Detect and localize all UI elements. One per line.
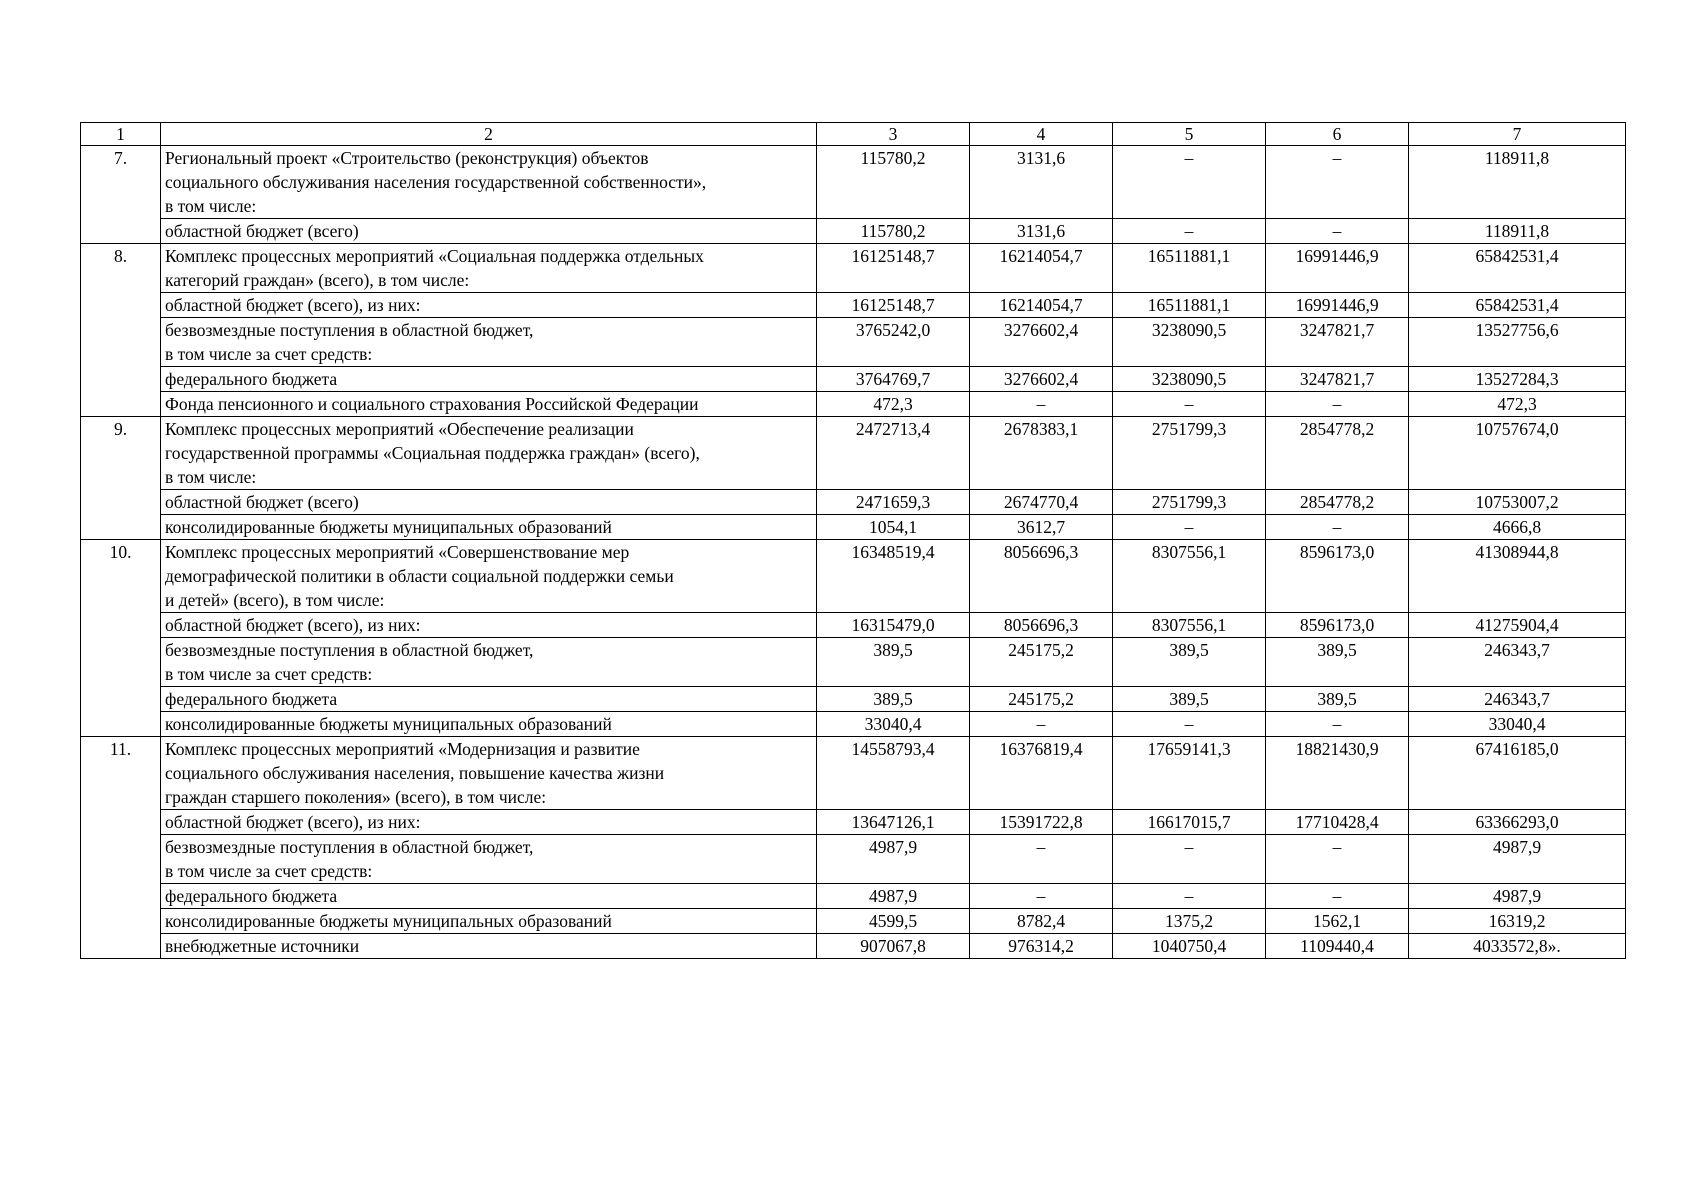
value-cell: 16214054,7 — [970, 244, 1113, 293]
value-cell: – — [1266, 219, 1409, 244]
value-cell: 16511881,1 — [1113, 244, 1266, 293]
row-description: консолидированные бюджеты муниципальных образований — [161, 909, 817, 934]
row-description: консолидированные бюджеты муниципальных образований — [161, 515, 817, 540]
value-cell: 16319,2 — [1409, 909, 1626, 934]
value-cell: 8056696,3 — [970, 613, 1113, 638]
value-cell: 3238090,5 — [1113, 367, 1266, 392]
value-cell: 67416185,0 — [1409, 737, 1626, 810]
value-cell: 4987,9 — [1409, 884, 1626, 909]
value-cell: 245175,2 — [970, 687, 1113, 712]
value-cell: 2751799,3 — [1113, 490, 1266, 515]
value-cell: – — [970, 835, 1113, 884]
value-cell: 15391722,8 — [970, 810, 1113, 835]
value-cell: 246343,7 — [1409, 687, 1626, 712]
value-cell: 8782,4 — [970, 909, 1113, 934]
row-description: федерального бюджета — [161, 687, 817, 712]
value-cell: – — [1113, 712, 1266, 737]
row-number: 7. — [81, 146, 161, 244]
value-cell: – — [1113, 392, 1266, 417]
row-number: 9. — [81, 417, 161, 540]
value-cell: 2472713,4 — [817, 417, 970, 490]
value-cell: 3247821,7 — [1266, 318, 1409, 367]
row-description: Фонда пенсионного и социального страхования Российской Федерации — [161, 392, 817, 417]
row-description: безвозмездные поступления в областной бюджет, в том числе за счет средств: — [161, 835, 817, 884]
value-cell: 3764769,7 — [817, 367, 970, 392]
table-row — [81, 490, 1626, 515]
value-cell: – — [1266, 835, 1409, 884]
value-cell: 8056696,3 — [970, 540, 1113, 613]
value-cell: 65842531,4 — [1409, 293, 1626, 318]
table-row — [81, 318, 1626, 367]
value-cell: 246343,7 — [1409, 638, 1626, 687]
value-cell: 907067,8 — [817, 934, 970, 959]
funding-table — [80, 122, 1626, 959]
value-cell: 4987,9 — [817, 884, 970, 909]
table-row — [81, 687, 1626, 712]
row-description: Комплекс процессных мероприятий «Социальная поддержка отдельных категорий граждан» (всего), в том числе: — [161, 244, 817, 293]
table-row — [81, 515, 1626, 540]
value-cell: – — [970, 884, 1113, 909]
row-description: Комплекс процессных мероприятий «Модернизация и развитие социального обслуживания населения, повышение качества жизни граждан старшего поколения» (всего), в том числе: — [161, 737, 817, 810]
table-row — [81, 293, 1626, 318]
value-cell: 118911,8 — [1409, 146, 1626, 219]
table-row — [81, 712, 1626, 737]
value-cell: 16991446,9 — [1266, 293, 1409, 318]
table-row — [81, 417, 1626, 490]
value-cell: 389,5 — [1113, 638, 1266, 687]
value-cell: 1109440,4 — [1266, 934, 1409, 959]
value-cell: 4987,9 — [817, 835, 970, 884]
value-cell: – — [970, 392, 1113, 417]
value-cell: – — [1113, 219, 1266, 244]
value-cell: 1054,1 — [817, 515, 970, 540]
value-cell: 16617015,7 — [1113, 810, 1266, 835]
value-cell: 2678383,1 — [970, 417, 1113, 490]
value-cell: 1375,2 — [1113, 909, 1266, 934]
row-number: 10. — [81, 540, 161, 737]
table-row — [81, 244, 1626, 293]
value-cell: 13527756,6 — [1409, 318, 1626, 367]
value-cell: 389,5 — [1266, 687, 1409, 712]
value-cell: 4666,8 — [1409, 515, 1626, 540]
value-cell: 17659141,3 — [1113, 737, 1266, 810]
table-row — [81, 638, 1626, 687]
value-cell: 472,3 — [1409, 392, 1626, 417]
value-cell: 17710428,4 — [1266, 810, 1409, 835]
value-cell: 4987,9 — [1409, 835, 1626, 884]
value-cell: 3276602,4 — [970, 318, 1113, 367]
value-cell: 18821430,9 — [1266, 737, 1409, 810]
value-cell: – — [1113, 146, 1266, 219]
header-cell: 1 — [81, 123, 161, 146]
table-row — [81, 367, 1626, 392]
value-cell: 8596173,0 — [1266, 613, 1409, 638]
value-cell: 65842531,4 — [1409, 244, 1626, 293]
header-cell: 4 — [970, 123, 1113, 146]
table-row — [81, 219, 1626, 244]
value-cell: 2854778,2 — [1266, 417, 1409, 490]
value-cell: 41308944,8 — [1409, 540, 1626, 613]
value-cell: 389,5 — [1266, 638, 1409, 687]
table-row — [81, 835, 1626, 884]
table-row — [81, 909, 1626, 934]
row-description: федерального бюджета — [161, 884, 817, 909]
value-cell: 976314,2 — [970, 934, 1113, 959]
row-number: 8. — [81, 244, 161, 417]
row-description: внебюджетные источники — [161, 934, 817, 959]
value-cell: 16991446,9 — [1266, 244, 1409, 293]
header-cell: 2 — [161, 123, 817, 146]
header-row — [81, 123, 1626, 146]
header-cell: 5 — [1113, 123, 1266, 146]
table-row — [81, 810, 1626, 835]
value-cell: 118911,8 — [1409, 219, 1626, 244]
value-cell: 3131,6 — [970, 146, 1113, 219]
value-cell: 16376819,4 — [970, 737, 1113, 810]
value-cell: 13647126,1 — [817, 810, 970, 835]
value-cell: 8596173,0 — [1266, 540, 1409, 613]
row-description: областной бюджет (всего), из них: — [161, 810, 817, 835]
value-cell: 4033572,8». — [1409, 934, 1626, 959]
row-description: Региональный проект «Строительство (реконструкция) объектов социального обслуживания населения государственной собственности», в том числе: — [161, 146, 817, 219]
header-cell: 7 — [1409, 123, 1626, 146]
value-cell: 2674770,4 — [970, 490, 1113, 515]
row-number: 11. — [81, 737, 161, 959]
value-cell: – — [1113, 835, 1266, 884]
value-cell: 16511881,1 — [1113, 293, 1266, 318]
value-cell: – — [1113, 884, 1266, 909]
value-cell: 389,5 — [817, 638, 970, 687]
table-body — [81, 123, 1626, 959]
row-description: областной бюджет (всего), из них: — [161, 293, 817, 318]
header-cell: 6 — [1266, 123, 1409, 146]
value-cell: 3131,6 — [970, 219, 1113, 244]
value-cell: 389,5 — [1113, 687, 1266, 712]
row-description: Комплекс процессных мероприятий «Совершенствование мер демографической политики в области социальной поддержки семьи и детей» (всего), в том числе: — [161, 540, 817, 613]
value-cell: – — [1266, 146, 1409, 219]
table-row — [81, 540, 1626, 613]
value-cell: – — [1266, 392, 1409, 417]
row-description: областной бюджет (всего) — [161, 490, 817, 515]
value-cell: 16214054,7 — [970, 293, 1113, 318]
table-row — [81, 392, 1626, 417]
row-description: безвозмездные поступления в областной бюджет, в том числе за счет средств: — [161, 638, 817, 687]
value-cell: – — [1266, 884, 1409, 909]
value-cell: 389,5 — [817, 687, 970, 712]
table-row — [81, 934, 1626, 959]
value-cell: 115780,2 — [817, 146, 970, 219]
row-description: федерального бюджета — [161, 367, 817, 392]
value-cell: 3765242,0 — [817, 318, 970, 367]
value-cell: 245175,2 — [970, 638, 1113, 687]
value-cell: 1040750,4 — [1113, 934, 1266, 959]
table-row — [81, 737, 1626, 810]
value-cell: 115780,2 — [817, 219, 970, 244]
value-cell: 16348519,4 — [817, 540, 970, 613]
value-cell: 3238090,5 — [1113, 318, 1266, 367]
table-row — [81, 884, 1626, 909]
value-cell: 41275904,4 — [1409, 613, 1626, 638]
value-cell: 8307556,1 — [1113, 540, 1266, 613]
row-description: областной бюджет (всего), из них: — [161, 613, 817, 638]
value-cell: 2751799,3 — [1113, 417, 1266, 490]
value-cell: 14558793,4 — [817, 737, 970, 810]
value-cell: – — [970, 712, 1113, 737]
value-cell: 16315479,0 — [817, 613, 970, 638]
value-cell: 63366293,0 — [1409, 810, 1626, 835]
table-row — [81, 146, 1626, 219]
row-description: безвозмездные поступления в областной бюджет, в том числе за счет средств: — [161, 318, 817, 367]
row-description: консолидированные бюджеты муниципальных образований — [161, 712, 817, 737]
value-cell: 8307556,1 — [1113, 613, 1266, 638]
value-cell: 33040,4 — [817, 712, 970, 737]
value-cell: 3276602,4 — [970, 367, 1113, 392]
value-cell: 2471659,3 — [817, 490, 970, 515]
header-cell: 3 — [817, 123, 970, 146]
table-row — [81, 613, 1626, 638]
value-cell: 472,3 — [817, 392, 970, 417]
value-cell: 13527284,3 — [1409, 367, 1626, 392]
value-cell: 10753007,2 — [1409, 490, 1626, 515]
value-cell: 16125148,7 — [817, 244, 970, 293]
value-cell: – — [1266, 515, 1409, 540]
value-cell: 3612,7 — [970, 515, 1113, 540]
value-cell: 4599,5 — [817, 909, 970, 934]
value-cell: 10757674,0 — [1409, 417, 1626, 490]
value-cell: 33040,4 — [1409, 712, 1626, 737]
value-cell: 16125148,7 — [817, 293, 970, 318]
value-cell: 1562,1 — [1266, 909, 1409, 934]
value-cell: – — [1113, 515, 1266, 540]
value-cell: – — [1266, 712, 1409, 737]
value-cell: 2854778,2 — [1266, 490, 1409, 515]
value-cell: 3247821,7 — [1266, 367, 1409, 392]
row-description: Комплекс процессных мероприятий «Обеспечение реализации государственной программы «Социальная поддержка граждан» (всего), в том числе: — [161, 417, 817, 490]
row-description: областной бюджет (всего) — [161, 219, 817, 244]
